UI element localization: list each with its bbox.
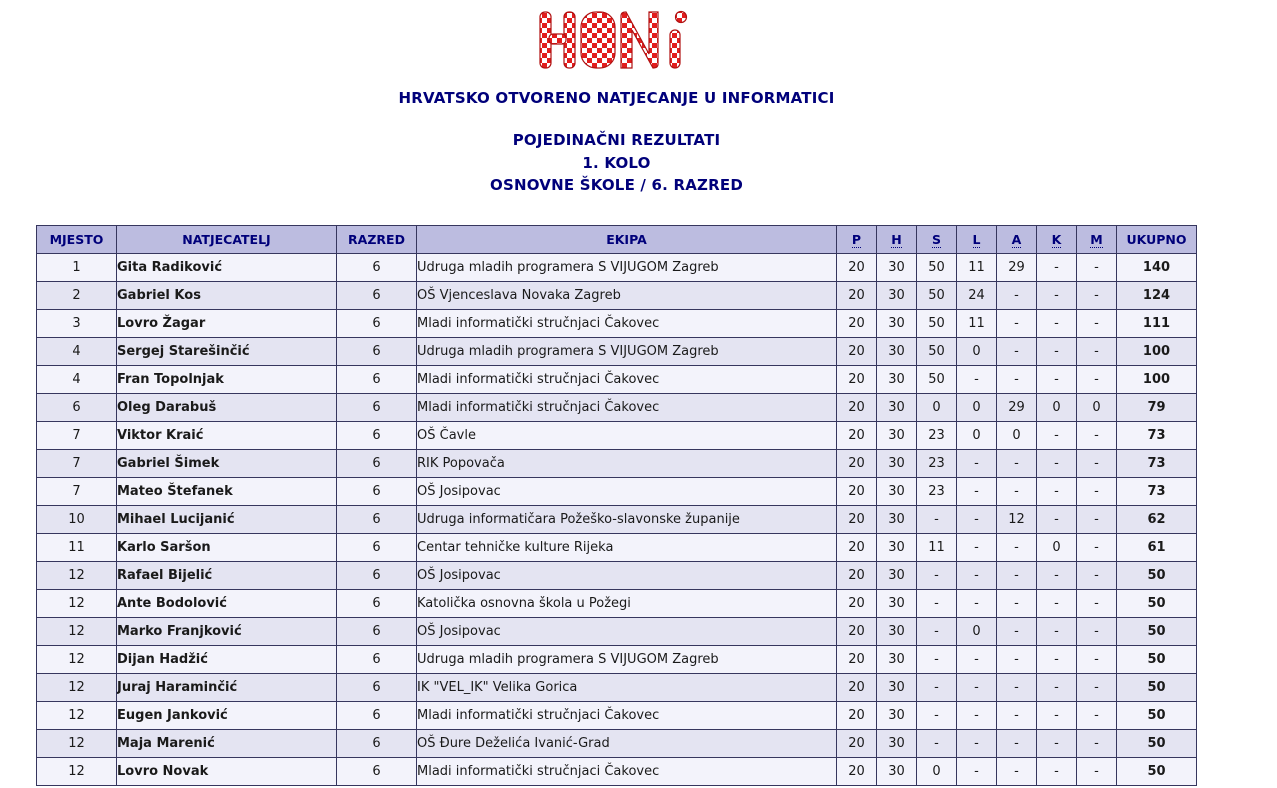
cell-score: -	[1077, 534, 1117, 562]
cell-name: Lovro Žagar	[117, 310, 337, 338]
cell-team: Centar tehničke kulture Rijeka	[417, 534, 837, 562]
header-task-m: M	[1077, 226, 1117, 254]
cell-score: -	[1037, 338, 1077, 366]
cell-score: 0	[957, 618, 997, 646]
cell-team: OŠ Josipovac	[417, 618, 837, 646]
cell-score: 30	[877, 394, 917, 422]
cell-score: 30	[877, 310, 917, 338]
cell-score: 20	[837, 534, 877, 562]
cell-score: 30	[877, 674, 917, 702]
subtitle-category: OSNOVNE ŠKOLE / 6. RAZRED	[490, 176, 743, 194]
cell-score: -	[1037, 646, 1077, 674]
cell-score: 30	[877, 730, 917, 758]
cell-score: -	[997, 478, 1037, 506]
cell-score: -	[1077, 758, 1117, 786]
cell-score: 30	[877, 702, 917, 730]
cell-score: 29	[997, 254, 1037, 282]
cell-score: 11	[917, 534, 957, 562]
header-task-l: L	[957, 226, 997, 254]
cell-score: 20	[837, 758, 877, 786]
cell-score: -	[1077, 366, 1117, 394]
cell-score: -	[1037, 758, 1077, 786]
cell-score: 20	[837, 478, 877, 506]
cell-team: OŠ Vjenceslava Novaka Zagreb	[417, 282, 837, 310]
cell-score: 20	[837, 254, 877, 282]
cell-total: 73	[1117, 450, 1197, 478]
cell-name: Lovro Novak	[117, 758, 337, 786]
cell-score: -	[997, 730, 1037, 758]
cell-grade: 6	[337, 506, 417, 534]
table-header-row	[37, 226, 1197, 254]
cell-score: -	[1077, 478, 1117, 506]
cell-team: OŠ Josipovac	[417, 478, 837, 506]
cell-score: 0	[957, 422, 997, 450]
cell-score: -	[1037, 422, 1077, 450]
cell-score: -	[1037, 562, 1077, 590]
cell-score: 20	[837, 394, 877, 422]
cell-name: Oleg Darabuš	[117, 394, 337, 422]
cell-place: 12	[37, 618, 117, 646]
cell-score: -	[1077, 674, 1117, 702]
cell-total: 50	[1117, 590, 1197, 618]
table-row	[37, 422, 1197, 450]
cell-score: 0	[1077, 394, 1117, 422]
cell-score: -	[997, 674, 1037, 702]
cell-score: -	[917, 646, 957, 674]
cell-grade: 6	[337, 674, 417, 702]
cell-score: 20	[837, 310, 877, 338]
header-total: UKUPNO	[1117, 226, 1197, 254]
cell-score: -	[1037, 674, 1077, 702]
cell-score: 20	[837, 506, 877, 534]
cell-score: -	[957, 702, 997, 730]
cell-score: -	[1077, 730, 1117, 758]
cell-score: -	[997, 450, 1037, 478]
cell-team: Mladi informatički stručnjaci Čakovec	[417, 394, 837, 422]
results-body	[37, 254, 1197, 786]
cell-score: -	[917, 618, 957, 646]
cell-total: 100	[1117, 338, 1197, 366]
header-task-a: A	[997, 226, 1037, 254]
cell-score: -	[1077, 338, 1117, 366]
cell-score: -	[1077, 702, 1117, 730]
cell-team: IK "VEL_IK" Velika Gorica	[417, 674, 837, 702]
cell-place: 12	[37, 758, 117, 786]
cell-place: 12	[37, 730, 117, 758]
cell-grade: 6	[337, 562, 417, 590]
cell-total: 50	[1117, 618, 1197, 646]
cell-team: OŠ Đure Deželića Ivanić-Grad	[417, 730, 837, 758]
cell-name: Rafael Bijelić	[117, 562, 337, 590]
header-task-p: P	[837, 226, 877, 254]
cell-name: Gita Radiković	[117, 254, 337, 282]
cell-name: Maja Marenić	[117, 730, 337, 758]
cell-score: -	[1077, 646, 1117, 674]
cell-score: 50	[917, 366, 957, 394]
cell-score: -	[997, 282, 1037, 310]
header-team: EKIPA	[417, 226, 837, 254]
cell-score: 30	[877, 478, 917, 506]
cell-score: -	[1037, 310, 1077, 338]
cell-score: 30	[877, 758, 917, 786]
cell-score: 0	[1037, 394, 1077, 422]
cell-score: -	[997, 310, 1037, 338]
cell-name: Dijan Hadžić	[117, 646, 337, 674]
cell-score: 30	[877, 254, 917, 282]
cell-score: 30	[877, 618, 917, 646]
cell-score: -	[997, 646, 1037, 674]
table-row	[37, 254, 1197, 282]
cell-place: 11	[37, 534, 117, 562]
cell-grade: 6	[337, 534, 417, 562]
cell-score: 23	[917, 478, 957, 506]
table-row	[37, 646, 1197, 674]
subtitle-results: POJEDINAČNI REZULTATI	[512, 131, 721, 149]
cell-total: 79	[1117, 394, 1197, 422]
cell-team: Mladi informatički stručnjaci Čakovec	[417, 366, 837, 394]
cell-place: 12	[37, 562, 117, 590]
cell-place: 7	[37, 422, 117, 450]
cell-score: -	[1077, 310, 1117, 338]
cell-place: 12	[37, 702, 117, 730]
header-name: NATJECATELJ	[117, 226, 337, 254]
cell-name: Ante Bodolović	[117, 590, 337, 618]
cell-name: Viktor Kraić	[117, 422, 337, 450]
cell-score: 0	[917, 394, 957, 422]
cell-score: -	[1037, 366, 1077, 394]
cell-total: 50	[1117, 730, 1197, 758]
cell-grade: 6	[337, 646, 417, 674]
cell-team: Udruga mladih programera S VIJUGOM Zagreb	[417, 254, 837, 282]
results-table	[36, 225, 1197, 786]
cell-score: -	[957, 646, 997, 674]
table-row	[37, 674, 1197, 702]
cell-score: 20	[837, 450, 877, 478]
cell-name: Marko Franjković	[117, 618, 337, 646]
header-grade: RAZRED	[337, 226, 417, 254]
cell-score: 20	[837, 590, 877, 618]
header-place: MJESTO	[37, 226, 117, 254]
table-row	[37, 478, 1197, 506]
cell-total: 61	[1117, 534, 1197, 562]
table-row	[37, 450, 1197, 478]
cell-score: -	[917, 506, 957, 534]
cell-total: 73	[1117, 422, 1197, 450]
cell-score: 30	[877, 450, 917, 478]
cell-score: -	[957, 562, 997, 590]
cell-name: Juraj Haraminčić	[117, 674, 337, 702]
table-row	[37, 366, 1197, 394]
cell-team: OŠ Čavle	[417, 422, 837, 450]
cell-score: 11	[957, 254, 997, 282]
cell-score: 11	[957, 310, 997, 338]
cell-score: 0	[957, 338, 997, 366]
cell-name: Eugen Janković	[117, 702, 337, 730]
cell-place: 12	[37, 646, 117, 674]
cell-place: 4	[37, 338, 117, 366]
cell-total: 50	[1117, 562, 1197, 590]
cell-score: -	[1077, 422, 1117, 450]
cell-place: 3	[37, 310, 117, 338]
cell-score: -	[997, 534, 1037, 562]
table-row	[37, 338, 1197, 366]
cell-total: 62	[1117, 506, 1197, 534]
cell-score: -	[957, 450, 997, 478]
cell-score: 29	[997, 394, 1037, 422]
cell-score: -	[1037, 478, 1077, 506]
cell-score: -	[957, 506, 997, 534]
cell-place: 2	[37, 282, 117, 310]
cell-grade: 6	[337, 618, 417, 646]
cell-score: 0	[997, 422, 1037, 450]
cell-score: 30	[877, 506, 917, 534]
cell-score: 0	[957, 394, 997, 422]
table-row	[37, 310, 1197, 338]
table-row	[37, 702, 1197, 730]
cell-score: -	[917, 674, 957, 702]
table-row	[37, 618, 1197, 646]
cell-score: 12	[997, 506, 1037, 534]
cell-score: -	[997, 562, 1037, 590]
page-title: HRVATSKO OTVORENO NATJECANJE U INFORMATICI	[398, 89, 835, 107]
cell-grade: 6	[337, 394, 417, 422]
cell-score: -	[917, 730, 957, 758]
cell-score: -	[957, 730, 997, 758]
cell-name: Gabriel Šimek	[117, 450, 337, 478]
cell-grade: 6	[337, 310, 417, 338]
cell-score: 30	[877, 366, 917, 394]
cell-score: -	[1037, 702, 1077, 730]
table-row	[37, 730, 1197, 758]
cell-score: 23	[917, 450, 957, 478]
cell-team: Udruga mladih programera S VIJUGOM Zagreb	[417, 338, 837, 366]
cell-score: 0	[917, 758, 957, 786]
cell-score: -	[1077, 590, 1117, 618]
cell-score: -	[997, 702, 1037, 730]
cell-score: 50	[917, 310, 957, 338]
cell-team: Katolička osnovna škola u Požegi	[417, 590, 837, 618]
cell-score: 30	[877, 534, 917, 562]
cell-score: 20	[837, 702, 877, 730]
cell-grade: 6	[337, 366, 417, 394]
cell-grade: 6	[337, 338, 417, 366]
cell-score: 20	[837, 338, 877, 366]
cell-place: 10	[37, 506, 117, 534]
cell-score: -	[997, 590, 1037, 618]
cell-score: 24	[957, 282, 997, 310]
cell-name: Mateo Štefanek	[117, 478, 337, 506]
cell-score: -	[957, 674, 997, 702]
cell-score: 0	[1037, 534, 1077, 562]
cell-place: 7	[37, 450, 117, 478]
cell-grade: 6	[337, 254, 417, 282]
cell-team: OŠ Josipovac	[417, 562, 837, 590]
cell-score: 30	[877, 562, 917, 590]
table-row	[37, 534, 1197, 562]
cell-score: 20	[837, 730, 877, 758]
cell-score: -	[1077, 562, 1117, 590]
cell-score: -	[997, 338, 1037, 366]
cell-score: -	[1037, 254, 1077, 282]
table-row	[37, 562, 1197, 590]
cell-score: 20	[837, 422, 877, 450]
cell-place: 12	[37, 674, 117, 702]
cell-score: 30	[877, 338, 917, 366]
cell-score: 50	[917, 338, 957, 366]
cell-score: 30	[877, 590, 917, 618]
cell-team: Mladi informatički stručnjaci Čakovec	[417, 758, 837, 786]
cell-score: 23	[917, 422, 957, 450]
cell-total: 111	[1117, 310, 1197, 338]
cell-score: 20	[837, 646, 877, 674]
cell-grade: 6	[337, 730, 417, 758]
cell-grade: 6	[337, 702, 417, 730]
cell-team: RIK Popovača	[417, 450, 837, 478]
cell-grade: 6	[337, 758, 417, 786]
cell-name: Gabriel Kos	[117, 282, 337, 310]
cell-grade: 6	[337, 422, 417, 450]
cell-place: 6	[37, 394, 117, 422]
cell-name: Fran Topolnjak	[117, 366, 337, 394]
cell-score: -	[1037, 282, 1077, 310]
cell-score: -	[1077, 450, 1117, 478]
cell-total: 50	[1117, 702, 1197, 730]
cell-total: 73	[1117, 478, 1197, 506]
cell-score: 30	[877, 422, 917, 450]
cell-total: 124	[1117, 282, 1197, 310]
cell-score: -	[1037, 618, 1077, 646]
table-row	[37, 394, 1197, 422]
cell-score: -	[1077, 618, 1117, 646]
cell-score: -	[957, 758, 997, 786]
cell-total: 100	[1117, 366, 1197, 394]
cell-name: Sergej Starešinčić	[117, 338, 337, 366]
cell-score: -	[1037, 450, 1077, 478]
cell-score: 20	[837, 618, 877, 646]
cell-total: 50	[1117, 674, 1197, 702]
cell-score: -	[1077, 282, 1117, 310]
cell-grade: 6	[337, 478, 417, 506]
cell-total: 50	[1117, 646, 1197, 674]
cell-place: 12	[37, 590, 117, 618]
cell-team: Udruga informatičara Požeško-slavonske županije	[417, 506, 837, 534]
header-task-h: H	[877, 226, 917, 254]
cell-score: -	[917, 562, 957, 590]
cell-score: -	[1037, 730, 1077, 758]
cell-team: Udruga mladih programera S VIJUGOM Zagreb	[417, 646, 837, 674]
cell-score: -	[917, 702, 957, 730]
cell-score: -	[917, 590, 957, 618]
cell-score: -	[997, 618, 1037, 646]
cell-score: 50	[917, 282, 957, 310]
cell-score: -	[997, 366, 1037, 394]
table-row	[37, 506, 1197, 534]
cell-score: -	[957, 478, 997, 506]
cell-score: -	[1077, 254, 1117, 282]
cell-score: 20	[837, 366, 877, 394]
cell-place: 1	[37, 254, 117, 282]
page-subtitles	[0, 129, 1233, 197]
cell-place: 7	[37, 478, 117, 506]
cell-total: 50	[1117, 758, 1197, 786]
cell-score: 30	[877, 282, 917, 310]
cell-grade: 6	[337, 282, 417, 310]
honi-logo	[537, 8, 697, 72]
cell-score: -	[957, 590, 997, 618]
cell-name: Mihael Lucijanić	[117, 506, 337, 534]
header-task-s: S	[917, 226, 957, 254]
cell-name: Karlo Saršon	[117, 534, 337, 562]
cell-score: -	[1077, 506, 1117, 534]
cell-score: 20	[837, 282, 877, 310]
cell-score: -	[957, 534, 997, 562]
table-row	[37, 590, 1197, 618]
table-row	[37, 282, 1197, 310]
cell-team: Mladi informatički stručnjaci Čakovec	[417, 702, 837, 730]
cell-score: -	[997, 758, 1037, 786]
cell-score: 50	[917, 254, 957, 282]
cell-score: 20	[837, 674, 877, 702]
cell-score: -	[1037, 590, 1077, 618]
cell-grade: 6	[337, 450, 417, 478]
cell-grade: 6	[337, 590, 417, 618]
cell-score: -	[957, 366, 997, 394]
cell-score: 20	[837, 562, 877, 590]
cell-score: 30	[877, 646, 917, 674]
cell-place: 4	[37, 366, 117, 394]
cell-score: -	[1037, 506, 1077, 534]
cell-team: Mladi informatički stručnjaci Čakovec	[417, 310, 837, 338]
header-task-k: K	[1037, 226, 1077, 254]
subtitle-round: 1. KOLO	[582, 153, 651, 172]
cell-total: 140	[1117, 254, 1197, 282]
table-row	[37, 758, 1197, 786]
